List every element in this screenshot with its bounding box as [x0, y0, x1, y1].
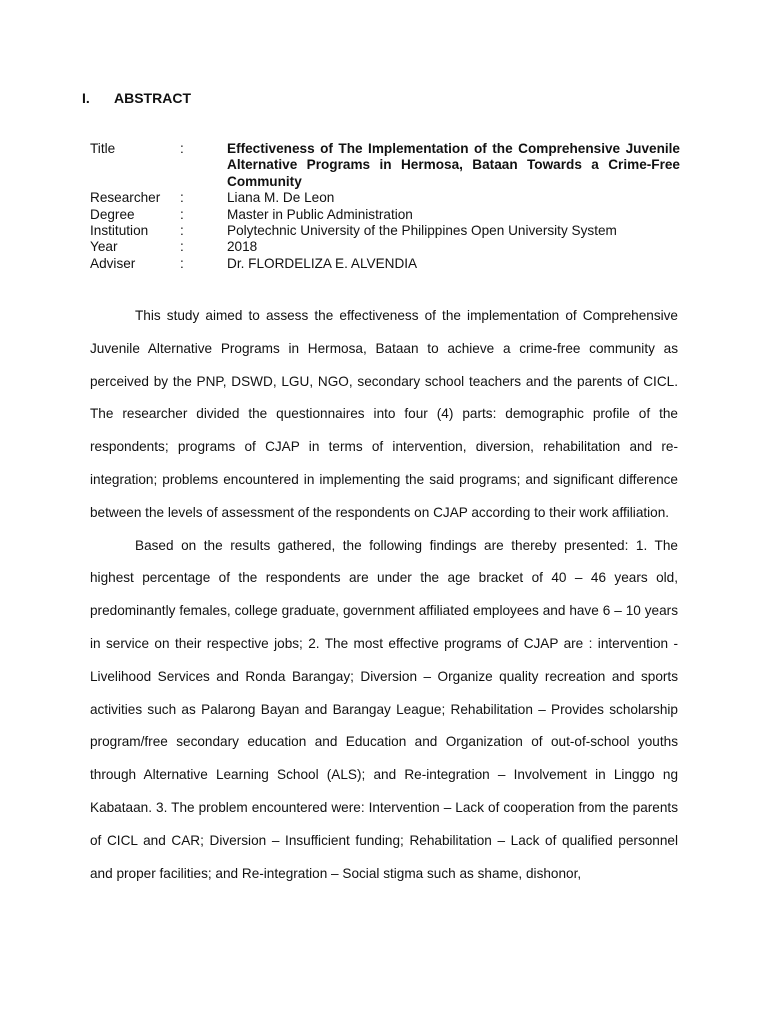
meta-colon: :	[180, 190, 184, 206]
section-heading	[82, 90, 191, 106]
meta-label: Adviser	[90, 255, 136, 271]
meta-value-researcher: Liana M. De Leon	[227, 190, 335, 206]
meta-colon: :	[180, 239, 184, 255]
meta-colon: :	[180, 223, 184, 239]
meta-label: Year	[90, 239, 118, 255]
section-number: I.	[82, 90, 90, 106]
meta-value-year: 2018	[227, 239, 258, 255]
meta-row-title	[90, 141, 680, 190]
meta-row-institution	[90, 223, 680, 239]
meta-label: Institution	[90, 223, 149, 239]
meta-row-adviser	[90, 256, 680, 272]
meta-row-year	[90, 239, 680, 255]
meta-row-degree	[90, 207, 680, 223]
meta-value-adviser: Dr. FLORDELIZA E. ALVENDIA	[227, 255, 418, 271]
meta-colon: :	[180, 206, 184, 222]
metadata-table	[90, 141, 680, 272]
meta-label: Title	[90, 141, 116, 156]
paragraph: Based on the results gathered, the following findings are thereby presented: 1. The highest percentage of the respondents are under the age bracket of 40 – 46 years old, predominantly females, college graduate, government affiliated employees and have 6 – 10 years in service on their respective jobs; 2. The most effective programs of CJAP are : intervention - Livelihood Services and Ronda Barangay; Diversion – Organize quality recreation and sports activities such as Palarong Bayan and Barangay League; Rehabilitation – Provides scholarship program/free secondary education and Education and Organization of out-of-school youths through Alternative Learning School (ALS); and Re-integration – Involvement in Linggo ng Kabataan. 3. The problem encountered were: Intervention – Lack of cooperation from the parents of CICL and CAR; Diversion – Insufficient funding; Rehabilitation – Lack of qualified personnel and proper facilities; and Re-integration – Social stigma such as shame, dishonor,	[90, 537, 678, 881]
meta-row-researcher	[90, 190, 680, 206]
meta-value-institution: Polytechnic University of the Philippines Open University System	[227, 223, 617, 239]
meta-value-degree: Master in Public Administration	[227, 206, 413, 222]
paragraph: This study aimed to assess the effectiveness of the implementation of Comprehensive Juvenile Alternative Programs in Hermosa, Bataan to achieve a crime-free community as perceived by the PNP, DSWD, LGU, NGO, secondary school teachers and the parents of CICL. The researcher divided the questionnaires into four (4) parts: demographic profile of the respondents; programs of CJAP in terms of intervention, diversion, rehabilitation and re-integration; problems encountered in implementing the said programs; and significant difference between the levels of assessment of the respondents on CJAP according to their work affiliation.	[90, 308, 678, 520]
meta-colon: :	[180, 255, 184, 271]
meta-label: Degree	[90, 206, 135, 222]
meta-value-title: Effectiveness of The Implementation of the Comprehensive Juvenile Alternative Programs in Hermosa, Bataan Towards a Crime-Free Community	[227, 141, 680, 189]
meta-colon: :	[180, 141, 184, 156]
meta-label: Researcher	[90, 190, 161, 206]
abstract-body	[90, 300, 678, 890]
section-title: ABSTRACT	[114, 90, 191, 106]
